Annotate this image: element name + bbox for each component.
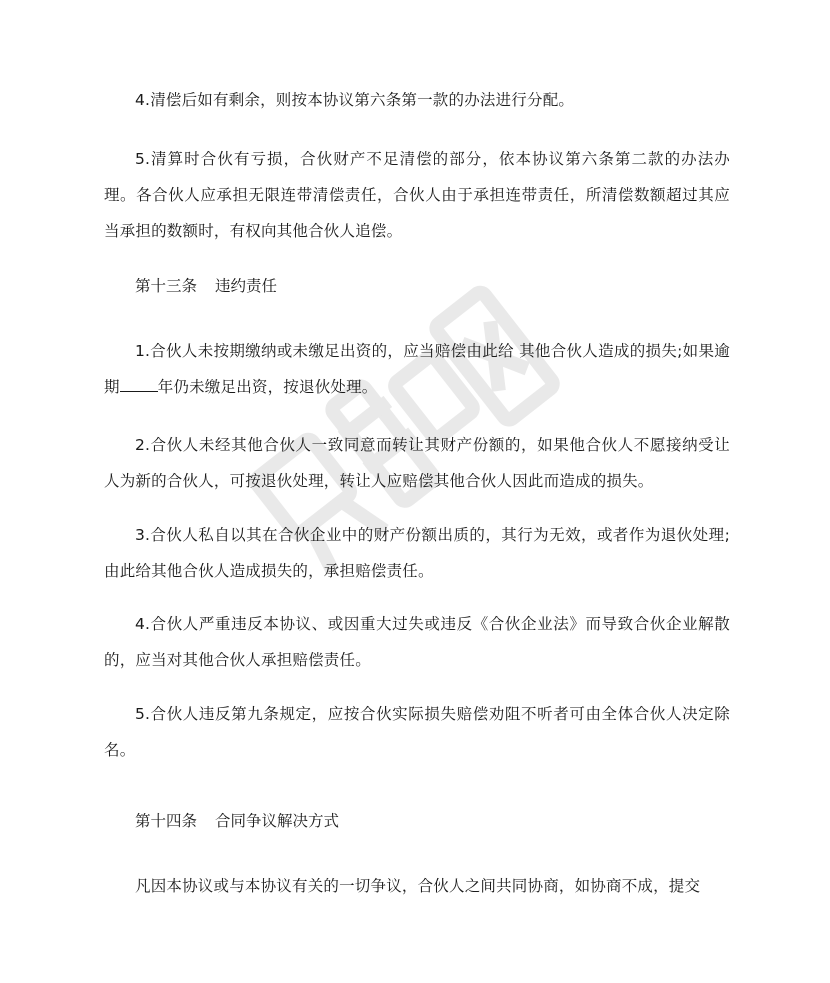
- paragraph-breach-capital: [104, 333, 730, 405]
- paragraph-breach-dissolution: 4.合伙人严重违反本协议、或因重大过失或违反《合伙企业法》而导致合伙企业解散的，应当对其他合伙人承担赔偿责任。: [104, 615, 730, 669]
- article-13-title: 违约责任: [215, 277, 278, 295]
- article-14-number: 第十四条: [135, 812, 198, 830]
- article-13-number: 第十三条: [135, 277, 198, 295]
- blank-years-field: [120, 377, 158, 392]
- heading-article-13: [104, 268, 730, 304]
- paragraph-breach-transfer: 2.合伙人未经其他合伙人一致同意而转让其财产份额的，如果他合伙人不愿接纳受让人为新的合伙人，可按退伙处理，转让人应赔偿其他合伙人因此而造成的损失。: [104, 436, 730, 490]
- article-14-title: 合同争议解决方式: [215, 812, 340, 830]
- paragraph-liquidation-loss: 5.清算时合伙有亏损，合伙财产不足清偿的部分，依本协议第六条第二款的办法办理。各合伙人应承担无限连带清偿责任，合伙人由于承担连带责任，所清偿数额超过其应当承担的数额时，有权向其他合伙人追偿。: [104, 150, 730, 240]
- paragraph-liquidation-surplus: 4.清偿后如有剩余，则按本协议第六条第一款的办法进行分配。: [135, 91, 575, 109]
- paragraph-dispute-resolution: 凡因本协议或与本协议有关的一切争议，合伙人之间共同协商，如协商不成，提交: [135, 877, 701, 895]
- paragraph-breach-pledge: 3.合伙人私自以其在合伙企业中的财产份额出质的，其行为无效，或者作为退伙处理;由此给其他合伙人造成损失的，承担赔偿责任。: [104, 526, 730, 580]
- heading-article-14: [104, 803, 730, 839]
- paragraph-breach-expulsion: 5.合伙人违反第九条规定，应按合伙实际损失赔偿劝阻不听者可由全体合伙人决定除名。: [104, 705, 730, 759]
- breach-capital-part1: 1.合伙人未按期缴纳或未缴足出资的，应当赔偿由此给 其他合伙人造成的损失;如果逾期: [104, 342, 730, 396]
- breach-capital-part2: 年仍未缴足出资，按退伙处理。: [157, 378, 378, 396]
